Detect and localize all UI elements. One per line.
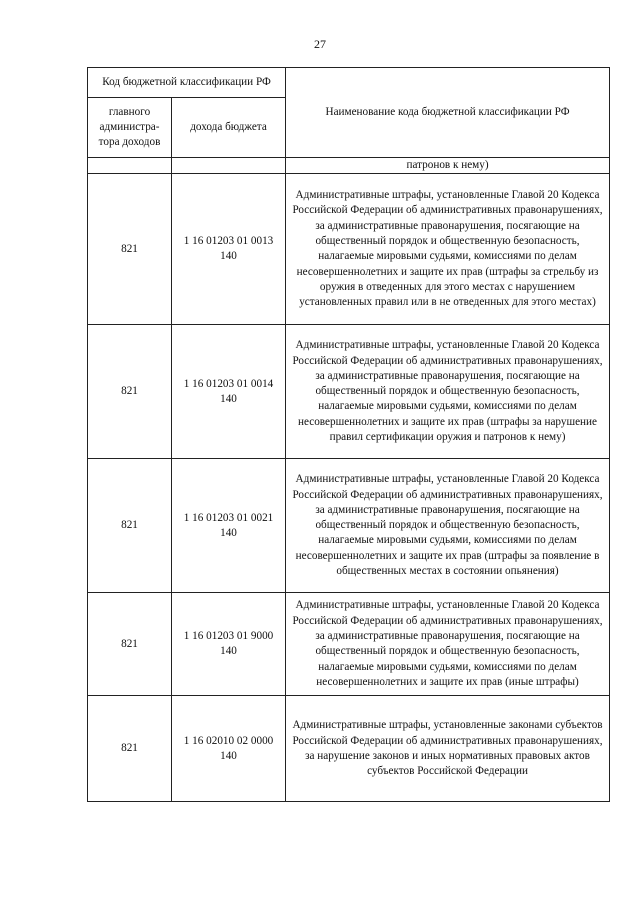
description-cell: Административные штрафы, установленные Главой 20 Кодекса Российской Федерации об административных правонарушениях, за административные правонарушения, посягающие на общественный порядок и общественную безопасность, налагаемые мировыми судьями, комиссиями по делам несовершеннолетних и защите их прав (штрафы за нарушение правил сертификации оружия и патронов к нему) [286,325,610,459]
header-income-column: дохода бюджета [172,98,286,158]
description-cell: патронов к нему) [286,158,610,174]
description-cell: Административные штрафы, установленные Главой 20 Кодекса Российской Федерации об административных правонарушениях, за административные правонарушения, посягающие на общественный порядок и общественную безопасность, налагаемые мировыми судьями, комиссиями по делам несовершеннолетних и защите их прав (штрафы за появление в общественных местах в состоянии опьянения) [286,459,610,593]
admin-cell: 821 [88,174,172,325]
table-row [88,459,610,593]
code-cell: 1 16 01203 01 9000 140 [172,593,286,696]
admin-cell: 821 [88,696,172,802]
code-cell: 1 16 01203 01 0014 140 [172,325,286,459]
admin-cell: 821 [88,459,172,593]
table-row [88,696,610,802]
header-code-group: Код бюджетной классификации РФ [88,68,286,98]
table-row-continuation [88,158,610,174]
page-number: 27 [314,37,326,51]
code-cell: 1 16 01203 01 0013 140 [172,174,286,325]
header-admin-column: главного администра-тора доходов [88,98,172,158]
code-cell [172,158,286,174]
admin-cell: 821 [88,593,172,696]
admin-cell: 821 [88,325,172,459]
table-row [88,174,610,325]
description-cell: Административные штрафы, установленные Главой 20 Кодекса Российской Федерации об административных правонарушениях, за административные правонарушения, посягающие на общественный порядок и общественную безопасность, налагаемые мировыми судьями, комиссиями по делам несовершеннолетних и защите их прав (штрафы за стрельбу из оружия в отведенных для этого местах с нарушением установленных правил или в не отведенных для этого местах) [286,174,610,325]
budget-classification-table [87,67,610,802]
description-cell: Административные штрафы, установленные законами субъектов Российской Федерации об административных правонарушениях, за нарушение законов и иных нормативных правовых актов субъектов Российской Федерации [286,696,610,802]
admin-cell [88,158,172,174]
code-cell: 1 16 01203 01 0021 140 [172,459,286,593]
code-cell: 1 16 02010 02 0000 140 [172,696,286,802]
description-cell: Административные штрафы, установленные Главой 20 Кодекса Российской Федерации об административных правонарушениях, за административные правонарушения, посягающие на общественный порядок и общественную безопасность, налагаемые мировыми судьями, комиссиями по делам несовершеннолетних и защите их прав (иные штрафы) [286,593,610,696]
table-row [88,325,610,459]
table-row [88,593,610,696]
header-name-column: Наименование кода бюджетной классификации РФ [286,68,610,158]
